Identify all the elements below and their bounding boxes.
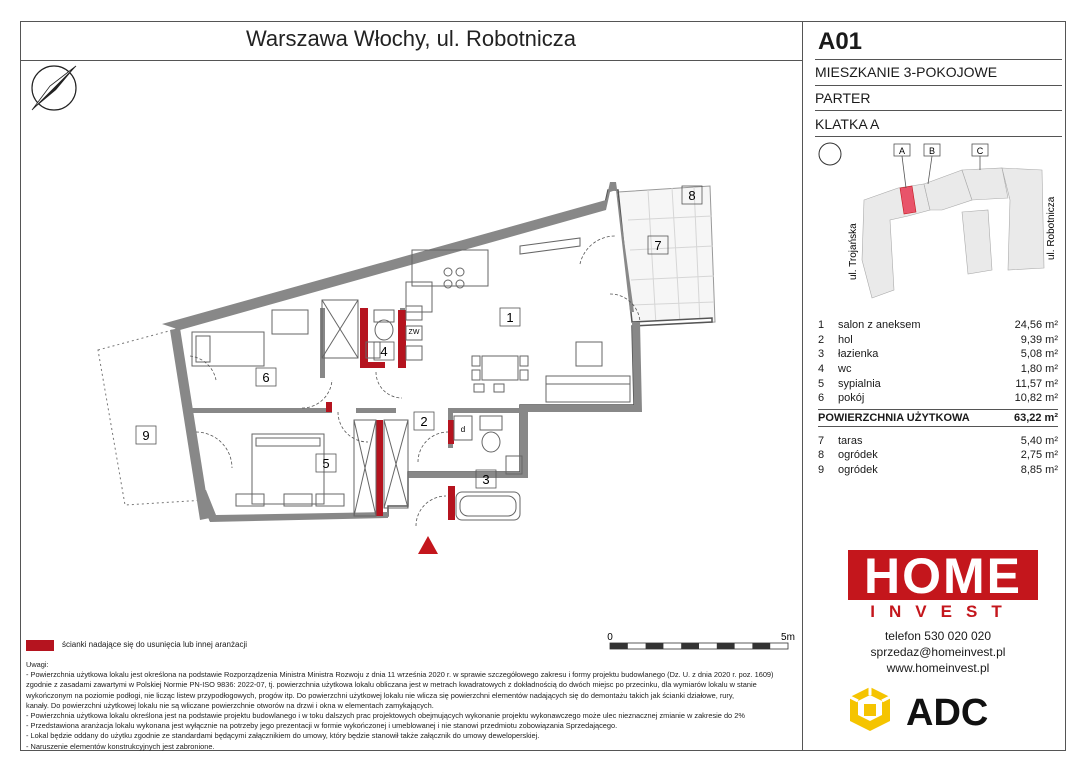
room-row: 1 salon z aneksem 24,56 m² bbox=[818, 319, 1058, 332]
staircase-a-label: A bbox=[898, 146, 906, 156]
home-invest-logo bbox=[848, 550, 1038, 620]
room-row: 5 sypialnia 11,57 m² bbox=[818, 377, 1058, 390]
compass-icon bbox=[32, 66, 76, 110]
floor-plan bbox=[20, 60, 802, 580]
zw-label: ZW bbox=[408, 329, 420, 336]
room-row: 6 pokój 10,82 m² bbox=[818, 392, 1058, 405]
rule bbox=[815, 110, 1062, 111]
room-2-label: 2 bbox=[420, 414, 428, 429]
room-row: 3 łazienka 5,08 m² bbox=[818, 348, 1058, 361]
room-row: 2 hol 9,39 m² bbox=[818, 333, 1058, 346]
legend-swatch bbox=[26, 640, 54, 651]
rule bbox=[815, 59, 1062, 60]
entrance-arrow-icon bbox=[418, 536, 438, 554]
total-area-row: POWIERZCHNIA UŻYTKOWA 63,22 m² bbox=[818, 409, 1058, 427]
adc-logo bbox=[848, 685, 1038, 735]
room-1-label: 1 bbox=[506, 310, 514, 325]
logo-home-text: HOME bbox=[864, 550, 1022, 604]
room-9-label: 9 bbox=[142, 428, 150, 443]
wall-bath-top bbox=[448, 408, 524, 413]
note-line: zgodnie z zasadami zawartymi w Polskiej Normie PN-ISO 9836: 2022-07, tj. powierzchnia użytkowa lokalu obliczana jest w metrach kwadratowych z dokładnością do dwóch miejsc po przecinku, dla wymiarów lokalu w stanie bbox=[26, 680, 757, 690]
note-line: - Powierzchnia użytkowa lokalu określona jest na podstawie projektu budowlanego i w toku dalszych prac projektowych obejmujących wykonanie projektu wykonawczego może ulec nieznacznej zmianie w zakresie do 2% bbox=[26, 711, 745, 721]
room-row: 4 wc 1,80 m² bbox=[818, 363, 1058, 376]
contact-block bbox=[818, 628, 1058, 676]
notes-title: Uwagi: bbox=[26, 660, 49, 669]
room-table bbox=[818, 318, 1058, 477]
site-plan bbox=[812, 140, 1064, 310]
extra-row: 7 taras 5,40 m² bbox=[818, 434, 1058, 447]
scale-bar bbox=[604, 630, 804, 660]
extra-row: 9 ogródek 8,85 m² bbox=[818, 464, 1058, 477]
rule bbox=[815, 136, 1062, 137]
rule bbox=[815, 85, 1062, 86]
adc-text: ADC bbox=[906, 692, 989, 734]
room-8-label: 8 bbox=[688, 188, 696, 203]
phone: telefon 530 020 020 bbox=[884, 629, 992, 643]
logo-invest-text: INVEST bbox=[870, 602, 1016, 620]
unit-code: A01 bbox=[818, 28, 863, 55]
note-line: kanały. Do powierzchni użytkowej lokalu nie są wliczane powierzchnie otworów na drzwi i okna w elementach zamykających. bbox=[26, 700, 434, 710]
notes-block bbox=[26, 660, 801, 752]
room-6-label: 6 bbox=[262, 370, 270, 385]
street-left-label: ul. Trojańska bbox=[848, 223, 859, 280]
staircase-b-label: B bbox=[928, 146, 936, 156]
room-7-label: 7 bbox=[654, 238, 662, 253]
d-label: d bbox=[460, 425, 466, 434]
note-line: - Lokal będzie oddany do użytku zgodnie ze standardami będącymi załącznikiem do umowy, który będzie stanowił także załącznik do umowy deweloperskiej. bbox=[26, 731, 540, 741]
note-line: - Naruszenie elementów konstrukcyjnych jest zabronione. bbox=[26, 741, 215, 751]
unit-type: MIESZKANIE 3-POKOJOWE bbox=[815, 64, 998, 80]
room-3-label: 3 bbox=[482, 472, 490, 487]
staircase-label: KLATKA A bbox=[815, 116, 880, 132]
room-5-label: 5 bbox=[322, 456, 330, 471]
floor-label: PARTER bbox=[815, 90, 871, 106]
adc-cube-icon bbox=[850, 687, 890, 731]
scale-start: 0 bbox=[607, 632, 613, 643]
note-line: - Powierzchnia użytkowa lokalu jest określona na podstawie Rozporządzenia Ministra Ministra Rozwoju z dnia 11 września 2020 r. w sprawie szczegółowego zakresu i formy projektu budowlanego (Dz. U. z dnia 2020 r. poz. 1609) bbox=[26, 670, 774, 680]
legend-text: ścianki nadające się do usunięcia lub innej aranżacji bbox=[62, 640, 248, 649]
website: www.homeinvest.pl bbox=[886, 661, 990, 675]
staircase-c-label: C bbox=[976, 146, 984, 156]
scale-end: 5m bbox=[781, 632, 795, 643]
email: sprzedaz@homeinvest.pl bbox=[870, 645, 1006, 659]
wall-6-5 bbox=[192, 408, 332, 413]
compass-small-icon bbox=[819, 143, 841, 165]
extra-row: 8 ogródek 2,75 m² bbox=[818, 449, 1058, 462]
note-line: - Przedstawiona aranżacja lokalu wykonana jest wyłącznie na potrzeby jego prezentacji w formie wykończonej i umeblowanej i nie stanowi przedmiotu zobowiązania Sprzedającego. bbox=[26, 721, 618, 731]
note-line: wykończonym na poziomie podłogi, nie licząc listew przypodłogowych, progów itp. Do powierzchni użytkowej lokalu nie wlicza się powierzchni elementów nadających się do demontażu takich jak ścianki działowe, rury, bbox=[26, 690, 735, 700]
room-4-label: 4 bbox=[380, 344, 388, 359]
wall-hall bbox=[356, 408, 396, 413]
address-title: Warszawa Włochy, ul. Robotnicza bbox=[245, 26, 577, 51]
street-right-label: ul. Robotnicza bbox=[1046, 196, 1057, 260]
